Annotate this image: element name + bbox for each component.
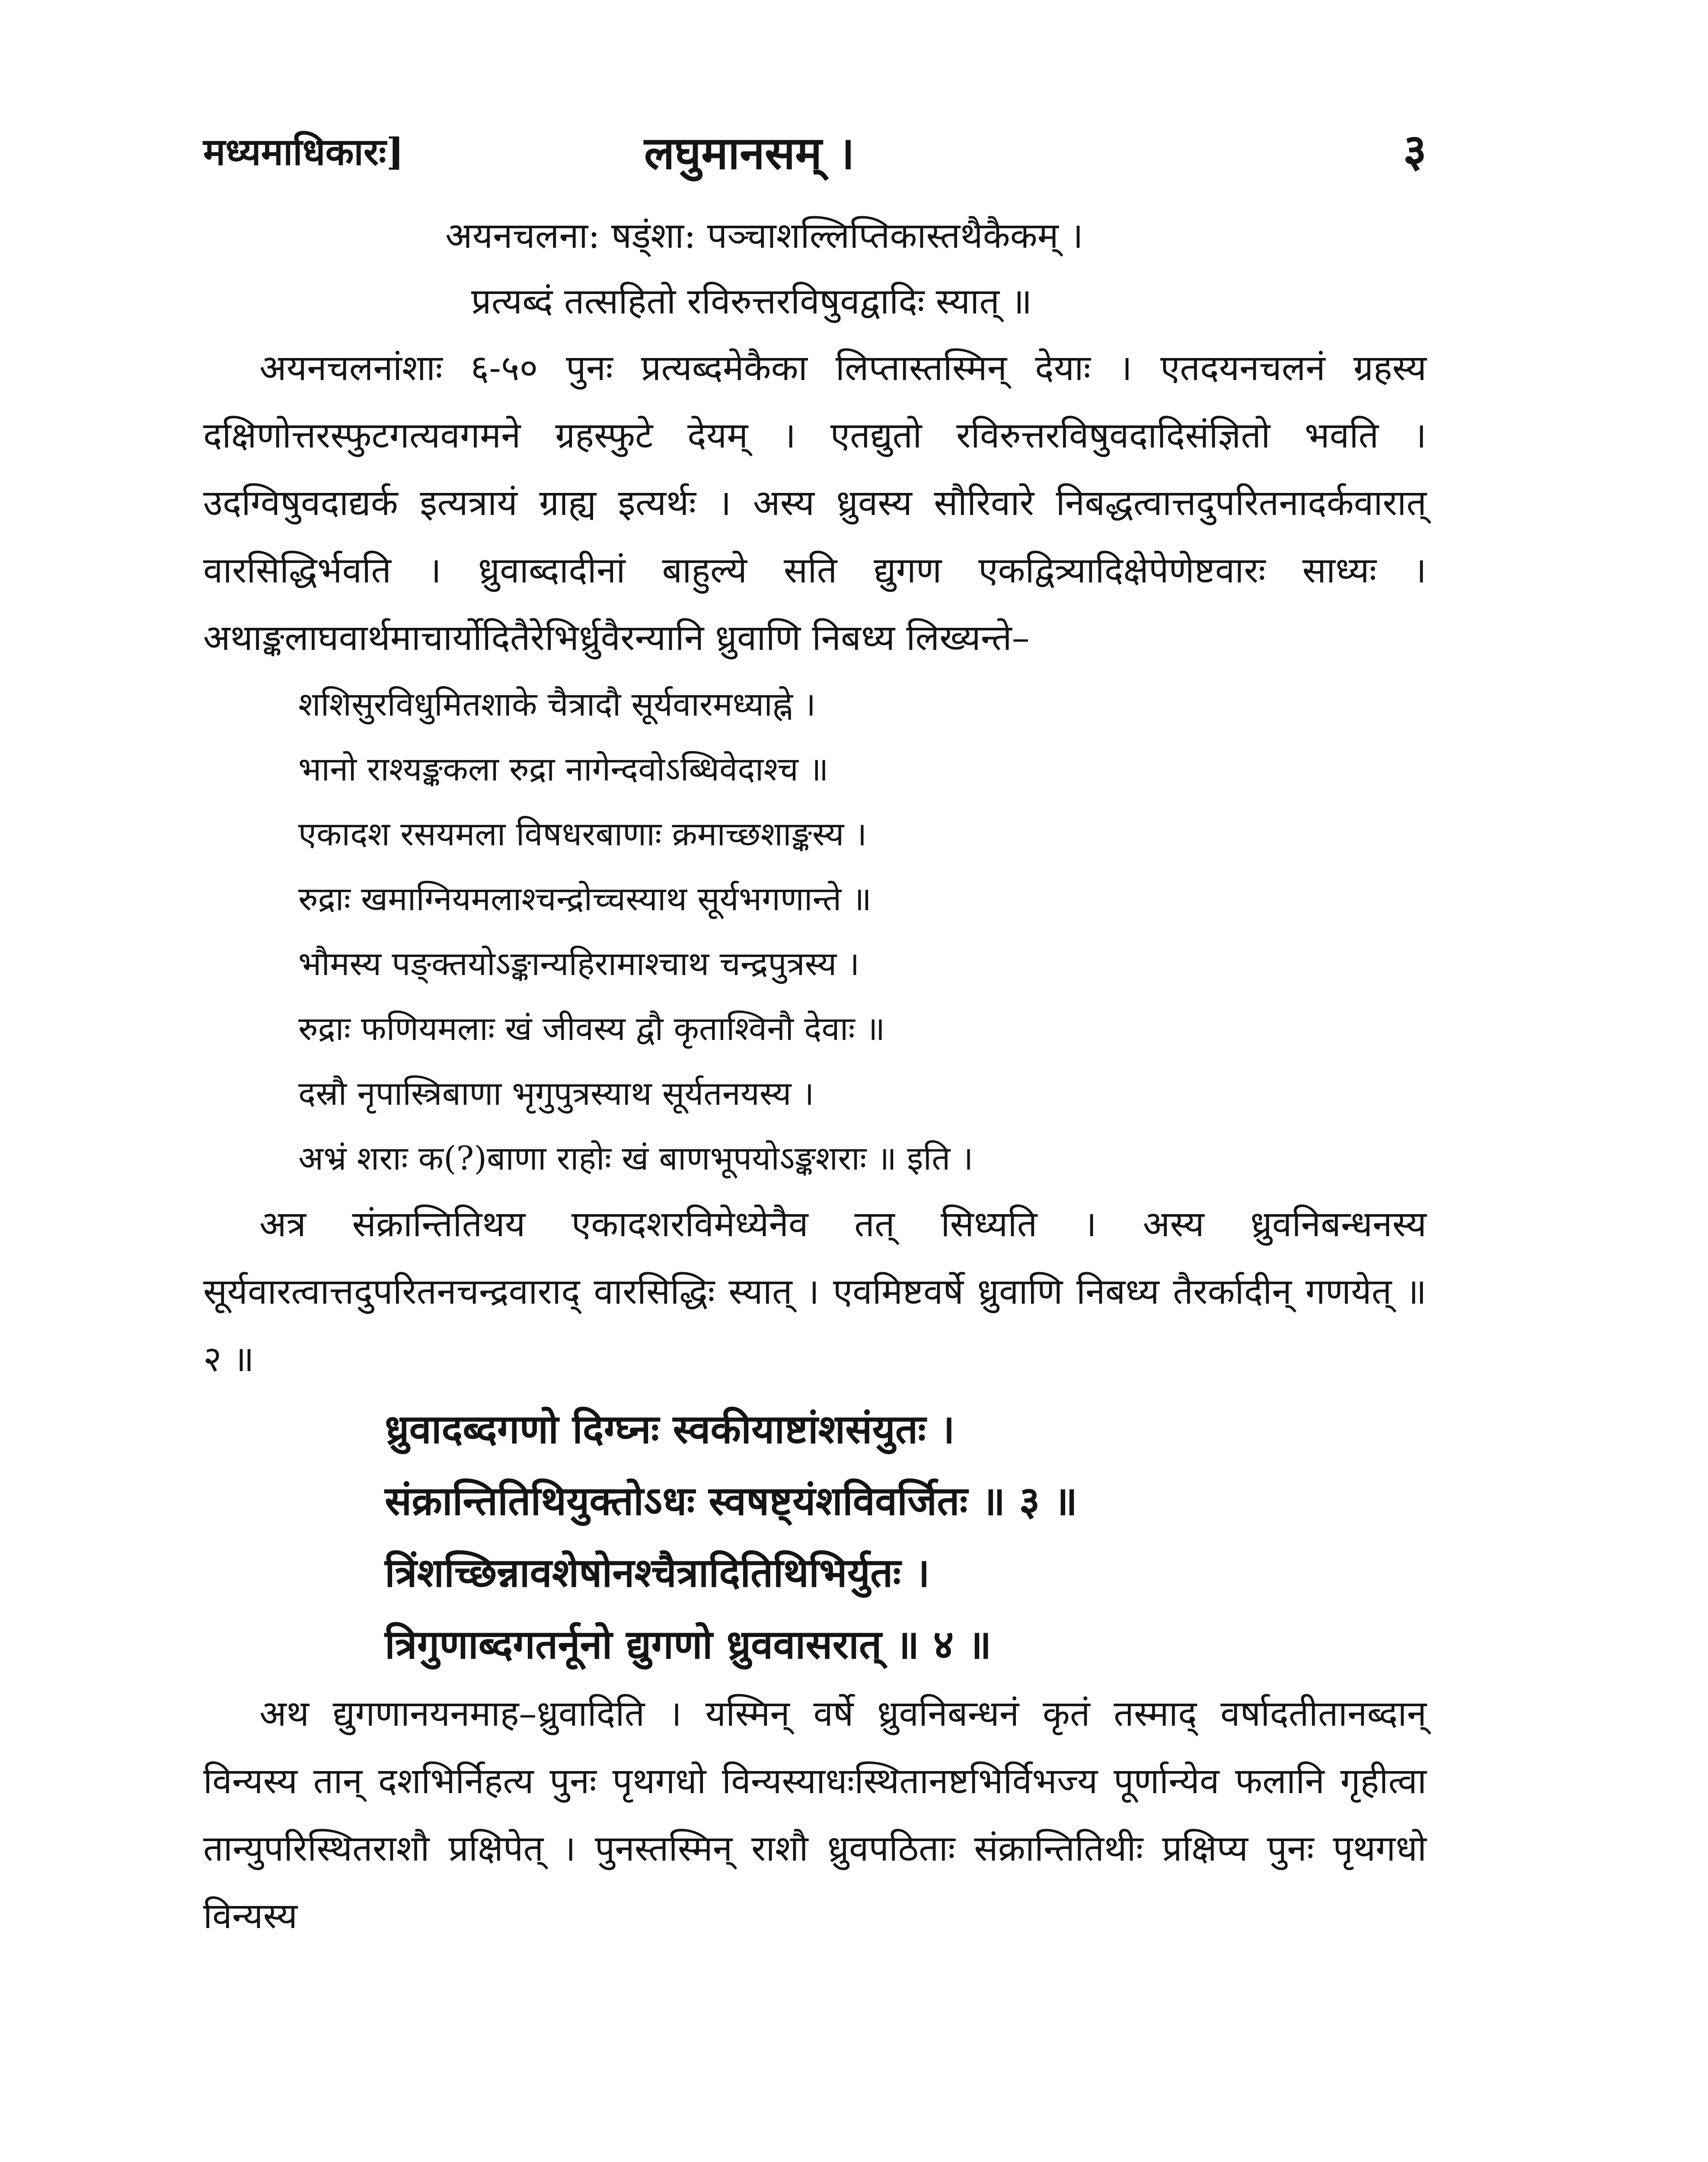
page-number: ३ xyxy=(1403,124,1427,177)
verse-line: दस्रौ नृपास्त्रिबाणा भृगुपुत्रस्याथ सूर्यतनयस्य । xyxy=(298,1074,814,1113)
section-title: मध्यमाधिकारः] xyxy=(203,130,404,174)
verse-1 xyxy=(203,203,1427,335)
verse-line: भौमस्य पङ्क्तयोऽङ्कान्यहिरामाश्चाथ चन्द्रपुत्रस्य । xyxy=(298,944,860,983)
verse-line: रुद्राः खमाग्नियमलाश्चन्द्रोच्चस्याथ सूर्यभगणान्ते ॥ xyxy=(298,880,872,918)
verse-line: अभ्रं शराः क(?)बाणा राहोः खं बाणभूपयोऽङ्कशराः ॥ इति । xyxy=(298,1139,974,1177)
commentary-paragraph: अयनचलनांशाः ६-५० पुनः प्रत्यब्दमेकैका लिप्तास्तस्मिन् देयाः । एतदयनचलनं ग्रहस्य दक्षिणोत्तरस्फुटगत्यवगमने ग्रहस्फुटे देयम् । एतद्युतो रविरुत्तरविषुवदादिसंज्ञितो भवति । उदग्विषुवदाद्यर्क इत्यत्रायं ग्राह्य इत्यर्थः । अस्य ध्रुवस्य सौरिवारे निबद्धत्वात्तदुपरितनादर्कवारात् वारसिद्धिर्भवति । ध्रुवाब्दादीनां बाहुल्ये सति द्युगण एकद्वित्र्यादिक्षेपेणेष्टवारः साध्यः । अथाङ्कलाघवार्थमाचार्योदितैरेभिर्ध्रुवैरन्यानि ध्रुवाणि निबध्य लिख्यन्ते– xyxy=(203,348,1427,659)
verse-line: प्रत्यब्दं तत्सहितो रविरुत्तरविषुवद्वादिः स्यात् ॥ xyxy=(471,281,1032,322)
verse-line: त्रिंशच्छिन्नावशेषोनश्चैत्रादितिथिभिर्युतः । xyxy=(385,1549,930,1596)
verse-line: भानो राश्यङ्ककला रुद्रा नागेन्दवोऽब्धिवेदाश्च ॥ xyxy=(298,750,829,788)
dhruva-verses xyxy=(203,672,1427,1191)
verse-line: शशिसुरविधुमितशाके चैत्रादौ सूर्यवारमध्याह्ने । xyxy=(298,685,816,723)
verse-line: ध्रुवादब्दगणो दिग्घ्नः स्वकीयाष्टांशसंयुतः । xyxy=(385,1406,955,1452)
main-verse xyxy=(203,1393,1427,1680)
verse-line: एकादश रसयमला विषधरबाणाः क्रमाच्छशाङ्कस्य । xyxy=(298,815,867,853)
running-header xyxy=(203,108,1427,195)
commentary-paragraph: अत्र संक्रान्तितिथय एकादशरविमेध्येनैव तत् सिध्यति । अस्य ध्रुवनिबन्धनस्य सूर्यवारत्वात्तदुपरितनचन्द्रवाराद् वारसिद्धिः स्यात् । एवमिष्टवर्षे ध्रुवाणि निबध्य तैरर्कादीन् गणयेत् ॥ २ ॥ xyxy=(203,1204,1427,1380)
book-title: लघुमानसम् । xyxy=(644,126,855,179)
commentary-paragraph: अथ द्युगणानयनमाह–ध्रुवादिति । यस्मिन् वर्षे ध्रुवनिबन्धनं कृतं तस्माद् वर्षादतीतानब्दान् विन्यस्य तान् दशभिर्निहत्य पुनः पृथगधो विन्यस्याधःस्थितानष्टभिर्विभज्य पूर्णान्येव फलानि गृहीत्वा तान्युपरिस्थितराशौ प्रक्षिपेत् । पुनस्तस्मिन् राशौ ध्रुवपठिताः संक्रान्तितिथीः प्रक्षिप्य पुनः पृथगधो विन्यस्य xyxy=(203,1693,1427,1937)
verse-line: रुद्राः फणियमलाः खं जीवस्य द्वौ कृताश्विनौ देवाः ॥ xyxy=(298,1009,885,1048)
verse-line: अयनचलना: षड्ंशा: पञ्चाशल्लिप्तिकास्तथैकैकम् । xyxy=(445,215,1083,256)
verse-line: त्रिगुणाब्दगतर्नूनो द्युगणो ध्रुववासरात् ॥ ४ ॥ xyxy=(385,1621,992,1668)
verse-line: संक्रान्तितिथियुक्तोऽधः स्वषष्ट्यंशविवर्जितः ॥ ३ ॥ xyxy=(385,1478,1078,1524)
page-body xyxy=(203,203,1427,1950)
